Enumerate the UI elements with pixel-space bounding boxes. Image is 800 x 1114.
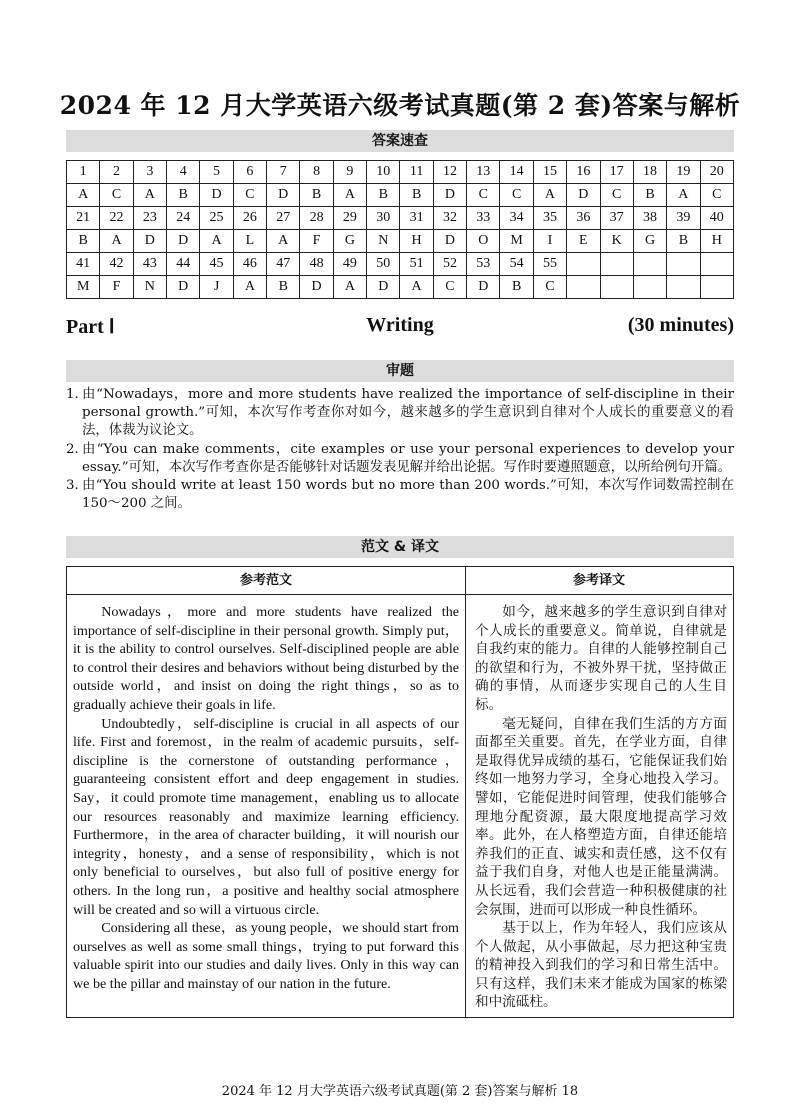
answer-cell: A <box>667 184 700 207</box>
answer-cell: J <box>200 276 233 299</box>
answer-cell: D <box>433 184 466 207</box>
answer-cell: 45 <box>200 253 233 276</box>
answer-cell: L <box>233 230 266 253</box>
answer-cell: B <box>500 276 533 299</box>
answer-cell: 19 <box>667 161 700 184</box>
answer-cell: D <box>133 230 166 253</box>
answer-cell: C <box>500 184 533 207</box>
answer-cell: B <box>67 230 100 253</box>
part-time: (30 minutes) <box>627 314 734 336</box>
answer-cell: 42 <box>100 253 133 276</box>
answer-cell: D <box>433 230 466 253</box>
answer-section-heading: 答案速查 <box>66 130 734 152</box>
answer-cell: A <box>533 184 566 207</box>
answer-cell: C <box>533 276 566 299</box>
review-list <box>66 386 734 513</box>
answer-table <box>66 160 734 299</box>
review-heading: 审题 <box>66 360 734 382</box>
translation <box>475 603 727 1012</box>
answer-cell <box>633 276 666 299</box>
answer-cell: C <box>433 276 466 299</box>
answer-number-row <box>67 161 734 184</box>
answer-cell <box>700 276 733 299</box>
answer-cell: 1 <box>67 161 100 184</box>
answer-cell <box>567 253 600 276</box>
review-item-text: 由“Nowadays，more and more students have realized the importance of self-discipline in their personal growth.”可知，本次写作考查你对如今，越来越多的学生意识到自律对个人成长的重要意义的看法，体裁为议论文。 <box>82 387 734 439</box>
answer-cell: 2 <box>100 161 133 184</box>
answer-cell: 53 <box>467 253 500 276</box>
part-name: Writing <box>366 314 434 336</box>
answer-cell: B <box>167 184 200 207</box>
answer-cell: H <box>700 230 733 253</box>
answer-cell: A <box>400 276 433 299</box>
answer-cell: B <box>367 184 400 207</box>
answer-cell: C <box>700 184 733 207</box>
answer-cell: 3 <box>133 161 166 184</box>
review-item <box>66 441 734 477</box>
answer-cell: A <box>333 276 366 299</box>
answer-cell: 4 <box>167 161 200 184</box>
answer-cell: C <box>467 184 500 207</box>
answer-cell: 50 <box>367 253 400 276</box>
review-item-text: 由“You should write at least 150 words but no more than 200 words.”可知，本次写作词数需控制在 150～200 之间。 <box>82 478 734 512</box>
answer-cell: B <box>400 184 433 207</box>
answer-cell: 51 <box>400 253 433 276</box>
answer-cell: 44 <box>167 253 200 276</box>
answer-cell: 40 <box>700 207 733 230</box>
answer-cell: 22 <box>100 207 133 230</box>
answer-cell: 54 <box>500 253 533 276</box>
answer-cell: 49 <box>333 253 366 276</box>
answer-cell: B <box>300 184 333 207</box>
review-item-number: 3. <box>66 478 79 494</box>
answer-cell: E <box>567 230 600 253</box>
answer-cell: D <box>467 276 500 299</box>
answer-cell: 35 <box>533 207 566 230</box>
answer-cell: 29 <box>333 207 366 230</box>
answer-cell: H <box>400 230 433 253</box>
answer-cell: M <box>500 230 533 253</box>
review-item <box>66 477 734 513</box>
review-item-text: 由“You can make comments，cite examples or use your personal experiences to develop your essay.”可知，本次写作考查你是否能够针对话题发表见解并给出论据。写作时要遵照题意，以所给例句开篇。 <box>82 441 734 475</box>
sample-essay-header: 参考范文 <box>67 567 465 595</box>
answer-cell: A <box>133 184 166 207</box>
answer-cell: 27 <box>267 207 300 230</box>
answer-cell: C <box>600 184 633 207</box>
translation-paragraph: 毫无疑问，自律在我们生活的方方面面都至关重要。首先，在学业方面，自律是取得优异成绩的基石，它能保证我们始终如一地努力学习，全身心地投入学习。譬如，它能促进时间管理，使我们能够合理地分配资源，最大限度地提高学习效率。此外，在人格塑造方面，自律还能培养我们的正直、诚实和责任感，这不仅有益于我们自身，对他人也是正能量满满。从长远看，我们会营造一种积极健康的社会氛围，进而可以形成一种良性循环。 <box>475 715 727 918</box>
answer-cell: 37 <box>600 207 633 230</box>
answer-cell <box>667 276 700 299</box>
review-item <box>66 386 734 441</box>
column-divider <box>465 567 466 1017</box>
answer-cell: A <box>333 184 366 207</box>
answer-cell: B <box>633 184 666 207</box>
answer-cell: 17 <box>600 161 633 184</box>
essay-section-heading: 范文 & 译文 <box>66 536 734 558</box>
answer-cell: 34 <box>500 207 533 230</box>
answer-cell: 39 <box>667 207 700 230</box>
answer-cell: 32 <box>433 207 466 230</box>
answer-cell: N <box>133 276 166 299</box>
answer-cell: K <box>600 230 633 253</box>
answer-cell: D <box>267 184 300 207</box>
translation-paragraph: 基于以上，作为年轻人，我们应该从个人做起，从小事做起，尽力把这种宝贵的精神投入到我们的学习和日常生活中。只有这样，我们未来才能成为国家的栋梁和中流砥柱。 <box>475 920 727 1011</box>
answer-cell: C <box>233 184 266 207</box>
answer-cell: A <box>67 184 100 207</box>
answer-cell: 5 <box>200 161 233 184</box>
answer-cell: F <box>300 230 333 253</box>
answer-cell: 23 <box>133 207 166 230</box>
answer-cell: 8 <box>300 161 333 184</box>
answer-cell: 13 <box>467 161 500 184</box>
answer-cell: 30 <box>367 207 400 230</box>
essay-paragraph: Considering all these，as young people，we should start from ourselves as well as some small things，trying to put forward this valuable spirit into our studies and daily lives. Only in this way can we be the pillar and mainstay of our nation in the future. <box>73 920 459 992</box>
answer-cell: 55 <box>533 253 566 276</box>
answer-cell: 41 <box>67 253 100 276</box>
sample-essay <box>73 603 459 993</box>
answer-cell: A <box>267 230 300 253</box>
answer-cell: B <box>667 230 700 253</box>
answer-cell: 18 <box>633 161 666 184</box>
review-item-number: 1. <box>66 387 79 402</box>
answer-cell: 7 <box>267 161 300 184</box>
answer-number-row <box>67 207 734 230</box>
answer-cell: 47 <box>267 253 300 276</box>
answer-cell <box>600 276 633 299</box>
essay-paragraph: Undoubtedly，self-discipline is crucial in all aspects of our life. First and foremost，in the realm of academic pursuits，self-discipline is the cornerstone of outstanding performance，guaranteeing consistent effort and deep engagement in studies. Say，it could promote time management，enabling us to allocate our resources reasonably and maximize learning efficiency. Furthermore，in the area of character building，it will nourish our integrity，honesty，and a sense of responsibility，which is not only beneficial to ourselves，but also full of positive energy for others. In the long run，a positive and healthy social atmosphere will be created and so will a virtuous circle. <box>73 715 459 918</box>
answer-cell: G <box>633 230 666 253</box>
answer-cell: A <box>100 230 133 253</box>
answer-cell <box>700 253 733 276</box>
page-footer: 2024 年 12 月大学英语六级考试真题(第 2 套)答案与解析 18 <box>221 1084 579 1099</box>
answer-letter-row <box>67 184 734 207</box>
answer-cell: 9 <box>333 161 366 184</box>
answer-cell: 15 <box>533 161 566 184</box>
essay-paragraph: Nowadays，more and more students have realized the importance of self-discipline in their personal growth. Simply put，it is the ability to control ourselves. Self-disciplined people are able to control their desires and behaviors without being disturbed by the outside world，and insist on doing the right things，so as to gradually achieve their goals in life. <box>73 604 459 713</box>
review-item-number: 2. <box>66 441 79 457</box>
answer-cell: 16 <box>567 161 600 184</box>
answer-cell: A <box>200 230 233 253</box>
answer-cell: C <box>100 184 133 207</box>
answer-cell: 46 <box>233 253 266 276</box>
answer-letter-row <box>67 230 734 253</box>
answer-cell: D <box>200 184 233 207</box>
answer-cell: 43 <box>133 253 166 276</box>
answer-cell: I <box>533 230 566 253</box>
answer-letter-row <box>67 276 734 299</box>
answer-cell <box>667 253 700 276</box>
page-title: 2024 年 12 月大学英语六级考试真题(第 2 套)答案与解析 <box>59 91 741 120</box>
answer-cell: 6 <box>233 161 266 184</box>
answer-cell: A <box>233 276 266 299</box>
answer-cell: 38 <box>633 207 666 230</box>
answer-cell: B <box>267 276 300 299</box>
answer-cell: O <box>467 230 500 253</box>
answer-cell: 28 <box>300 207 333 230</box>
answer-cell: D <box>567 184 600 207</box>
answer-cell: 36 <box>567 207 600 230</box>
answer-cell: N <box>367 230 400 253</box>
answer-cell: 25 <box>200 207 233 230</box>
answer-cell: 48 <box>300 253 333 276</box>
answer-cell: 20 <box>700 161 733 184</box>
answer-cell: D <box>300 276 333 299</box>
answer-cell: 21 <box>67 207 100 230</box>
answer-cell: 12 <box>433 161 466 184</box>
answer-cell: 14 <box>500 161 533 184</box>
answer-cell: D <box>167 230 200 253</box>
answer-cell: 11 <box>400 161 433 184</box>
answer-cell: 26 <box>233 207 266 230</box>
answer-cell: D <box>167 276 200 299</box>
essay-table <box>66 566 734 1018</box>
answer-cell: 24 <box>167 207 200 230</box>
answer-cell: 33 <box>467 207 500 230</box>
answer-cell: M <box>67 276 100 299</box>
answer-cell: 31 <box>400 207 433 230</box>
answer-cell: D <box>367 276 400 299</box>
answer-cell <box>567 276 600 299</box>
answer-cell: 52 <box>433 253 466 276</box>
part-label: Part Ⅰ <box>66 316 115 338</box>
answer-cell <box>633 253 666 276</box>
translation-header: 参考译文 <box>466 567 732 595</box>
answer-cell: 10 <box>367 161 400 184</box>
answer-number-row <box>67 253 734 276</box>
answer-cell: F <box>100 276 133 299</box>
answer-cell: G <box>333 230 366 253</box>
translation-paragraph: 如今，越来越多的学生意识到自律对个人成长的重要意义。简单说，自律就是自我约束的能力。自律的人能够控制自己的欲望和行为，不被外界干扰，坚持做正确的事情，从而逐步实现自己的人生目标。 <box>475 604 727 713</box>
answer-cell <box>600 253 633 276</box>
